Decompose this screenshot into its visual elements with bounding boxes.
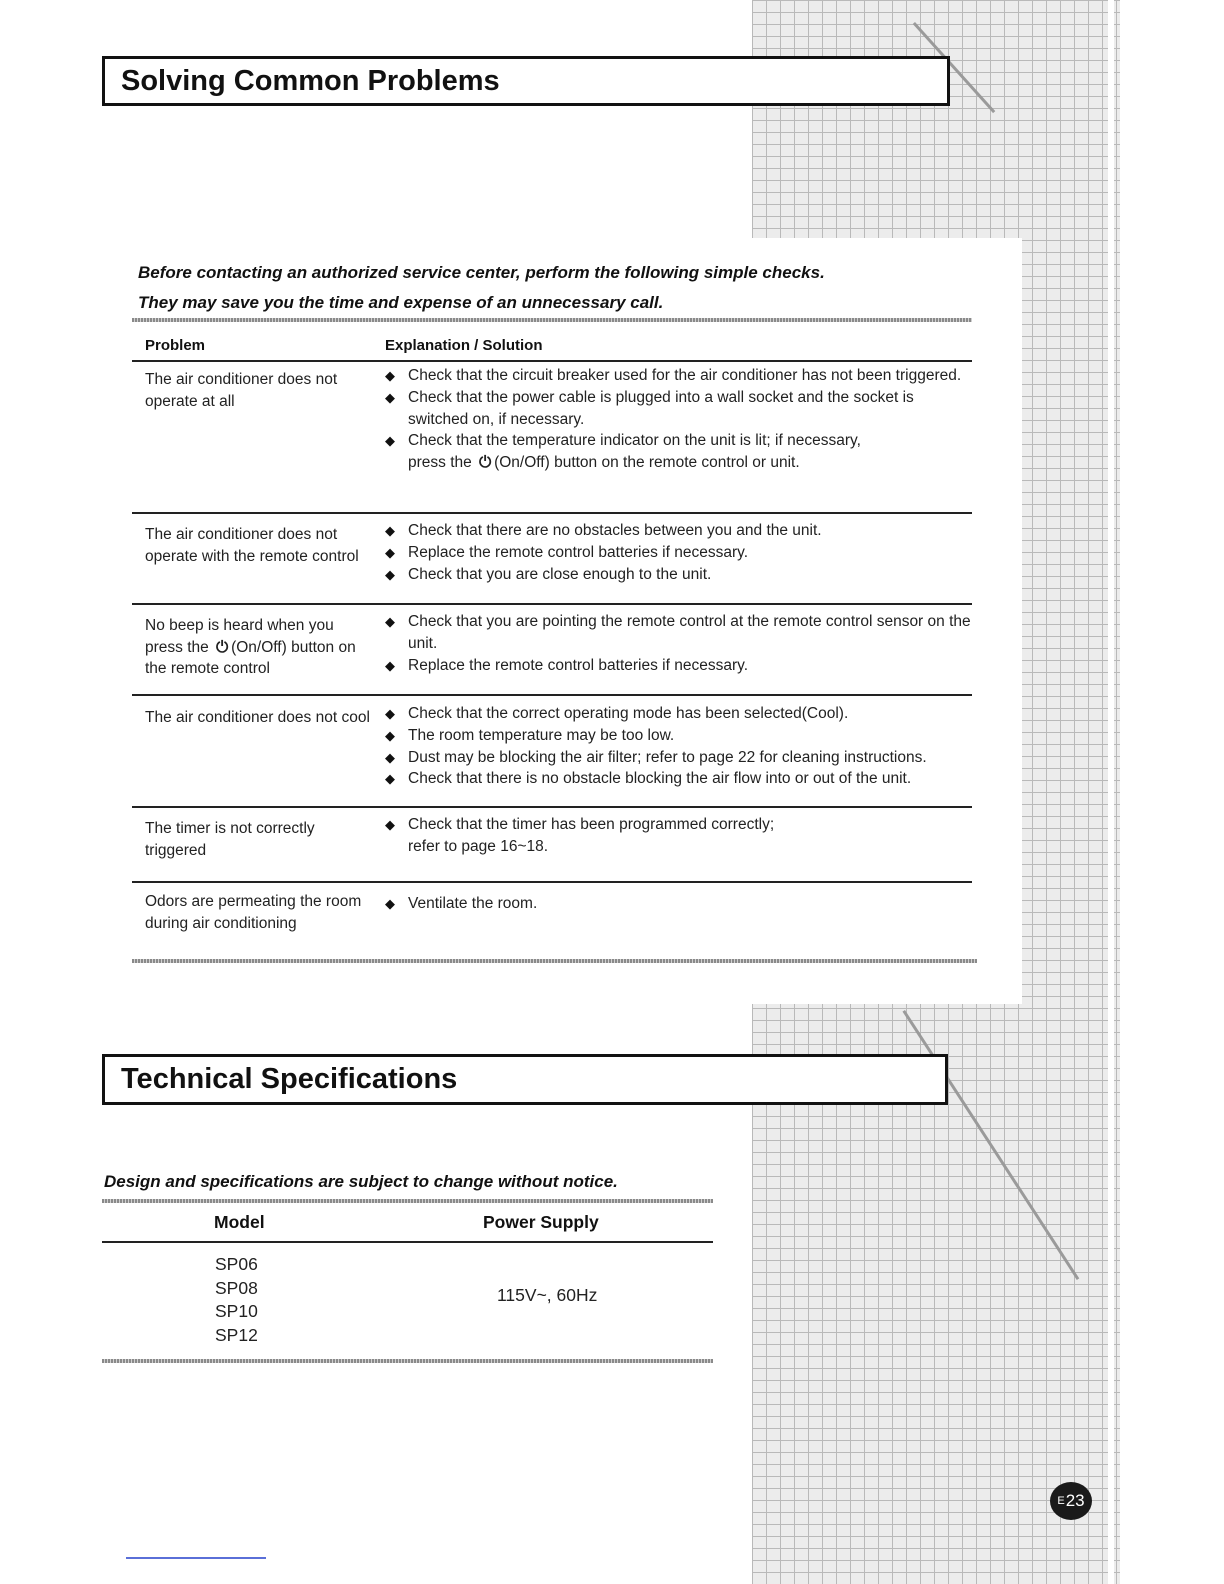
diamond-bullet-icon: ◆ (385, 544, 395, 560)
solution-item (385, 703, 975, 725)
solution-item (385, 387, 975, 431)
section-title-text: Technical Specifications (121, 1063, 458, 1095)
solution-item (385, 814, 805, 858)
problem-text: The air conditioner does not cool (145, 709, 370, 726)
solution-text-continued: (On/Off) button on the remote control or unit. (494, 454, 800, 472)
solution-text: Replace the remote control batteries if necessary. (408, 656, 749, 674)
solution-text-continued: press the (408, 454, 472, 472)
power-icon: ⏻ (478, 454, 492, 472)
solution-text: Check that the temperature indicator on the unit is lit; if necessary, (408, 432, 861, 450)
diamond-bullet-icon: ◆ (385, 657, 395, 673)
solution-item (385, 768, 975, 790)
problem-text: The air conditioner does not operate at all (145, 371, 338, 410)
dotted-divider (132, 959, 977, 963)
model-item: SP10 (215, 1301, 258, 1322)
solution-text: Check that you are close enough to the unit. (408, 565, 712, 583)
section-title-problems (102, 56, 950, 106)
diamond-bullet-icon: ◆ (385, 749, 395, 765)
row-divider (132, 512, 972, 514)
solution-item (385, 365, 975, 387)
page-prefix: E (1057, 1495, 1065, 1507)
header-rule (132, 360, 972, 362)
solution-text: Check that the circuit breaker used for the air conditioner has not been triggered. (408, 367, 962, 384)
problem-text: Odors are permeating the room during air conditioning (145, 893, 362, 932)
problem-text-part: No beep is heard when you press the (145, 617, 334, 656)
dotted-divider (102, 1359, 713, 1363)
model-list (215, 1253, 258, 1347)
solution-text: Check that there is no obstacle blocking the air flow into or out of the unit. (408, 770, 912, 788)
diamond-bullet-icon: ◆ (385, 389, 395, 405)
diamond-bullet-icon: ◆ (385, 727, 395, 743)
diamond-bullet-icon: ◆ (385, 614, 395, 629)
solution-text: Check that there are no obstacles between you and the unit. (408, 522, 822, 539)
column-header-problem: Problem (145, 337, 206, 354)
intro-text (138, 258, 978, 318)
model-item: SP12 (215, 1324, 258, 1345)
diamond-bullet-icon: ◆ (385, 368, 395, 383)
diamond-bullet-icon: ◆ (385, 433, 395, 449)
solution-item (385, 611, 975, 655)
diamond-bullet-icon: ◆ (385, 771, 395, 787)
solution-text: Check that you are pointing the remote control at the remote control sensor on the unit. (408, 613, 971, 652)
solution-item (385, 725, 975, 747)
diamond-bullet-icon: ◆ (385, 817, 395, 832)
diamond-bullet-icon: ◆ (385, 523, 395, 538)
solution-list (385, 520, 975, 585)
power-icon: ⏻ (215, 638, 229, 656)
spec-note: Design and specifications are subject to change without notice. (104, 1172, 618, 1191)
solution-list (385, 893, 975, 915)
power-supply-value: 115V~, 60Hz (497, 1285, 598, 1305)
solution-item (385, 655, 975, 677)
problem-text: The timer is not correctly triggered (145, 820, 315, 859)
model-item: SP08 (215, 1277, 258, 1298)
intro-line-2: They may save you the time and expense of an unnecessary call. (138, 293, 664, 312)
row-divider (132, 603, 972, 605)
diamond-bullet-icon: ◆ (385, 896, 395, 911)
solution-item (385, 893, 975, 915)
model-item: SP06 (215, 1254, 258, 1274)
solution-item (385, 520, 975, 542)
solution-list (385, 703, 975, 790)
solution-text: Ventilate the room. (408, 895, 538, 912)
solution-item (385, 430, 975, 474)
bottom-link-line (126, 1557, 266, 1559)
solution-text: Dust may be blocking the air filter; refer to page 22 for cleaning instructions. (408, 748, 927, 766)
row-divider (132, 806, 972, 808)
solution-item (385, 747, 975, 769)
problem-text: The air conditioner does not operate with the remote control (145, 526, 359, 565)
grid-edge-strip (1108, 0, 1114, 1584)
solution-text: Check that the correct operating mode has been selected(Cool). (408, 705, 849, 722)
solution-list (385, 365, 975, 474)
problem-text (145, 615, 370, 680)
diamond-bullet-icon: ◆ (385, 566, 395, 582)
problem-text-part: (On/Off) button on the remote control (145, 638, 356, 677)
section-title-text: Solving Common Problems (121, 64, 500, 97)
row-divider (132, 881, 972, 883)
solution-item (385, 542, 975, 564)
column-header-power: Power Supply (483, 1212, 599, 1232)
row-divider (132, 694, 972, 696)
solution-list (385, 814, 805, 858)
diamond-bullet-icon: ◆ (385, 706, 395, 721)
dotted-divider (132, 318, 972, 322)
solution-list (385, 611, 975, 676)
solution-text: Replace the remote control batteries if necessary. (408, 543, 749, 561)
page-number-badge (1050, 1482, 1092, 1520)
header-rule (102, 1241, 713, 1243)
page-number: 23 (1065, 1491, 1085, 1510)
solution-item (385, 564, 975, 586)
column-header-model: Model (214, 1212, 265, 1232)
dotted-divider (102, 1199, 713, 1203)
column-header-solution: Explanation / Solution (385, 337, 543, 354)
section-title-specs (102, 1054, 948, 1105)
solution-text: Check that the power cable is plugged into a wall socket and the socket is switched on, if necessary. (408, 388, 914, 428)
solution-text: The room temperature may be too low. (408, 726, 675, 744)
solution-text: Check that the timer has been programmed correctly; refer to page 16~18. (408, 816, 775, 855)
intro-line-1: Before contacting an authorized service center, perform the following simple checks. (138, 263, 825, 282)
